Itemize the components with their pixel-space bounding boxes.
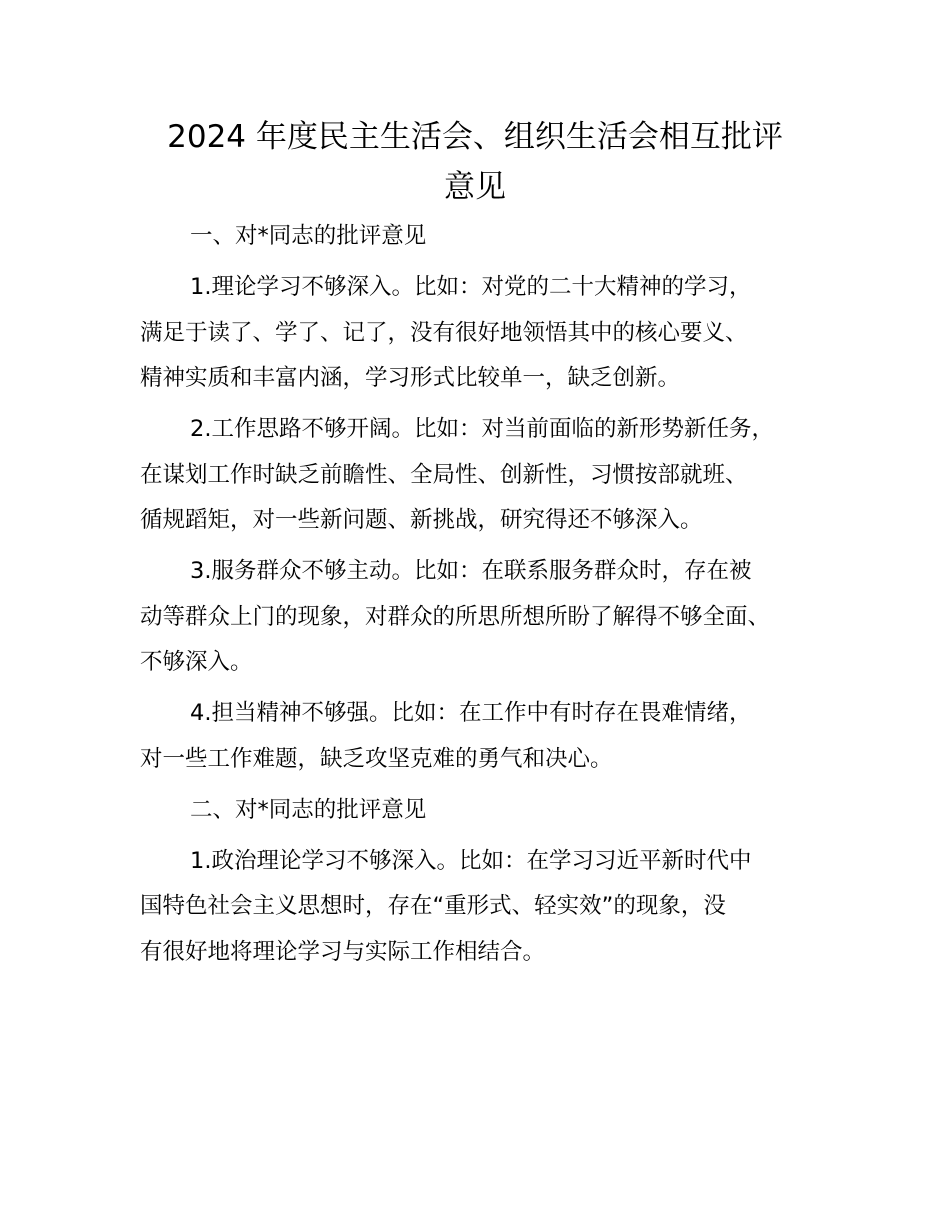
paragraph-line: 满足于读了、学了、记了，没有很好地领悟其中的核心要义、 <box>140 319 748 346</box>
paragraph-line: 在谋划工作时缺乏前瞻性、全局性、创新性，习惯按部就班、 <box>140 461 748 488</box>
title-line-2: 意见 <box>444 169 506 205</box>
paragraph-line: 1.理论学习不够深入。比如：对党的二十大精神的学习， <box>190 274 752 300</box>
paragraph-line: 1.政治理论学习不够深入。比如：在学习习近平新时代中 <box>190 847 752 874</box>
title-line-1: 2024 年度民主生活会、组织生活会相互批评 <box>167 119 783 155</box>
section-heading-text: 二、对*同志的批评意见 <box>190 796 427 823</box>
paragraph <box>140 691 835 782</box>
paragraph <box>140 265 835 402</box>
paragraph-line: 2.工作思路不够开阔。比如：对当前面临的新形势新任务， <box>190 416 774 442</box>
paragraph-line: 国特色社会主义思想时，存在“重形式、轻实效”的现象，没 <box>140 893 726 919</box>
paragraph-line: 不够深入。 <box>140 649 253 675</box>
paragraph-line: 3.服务群众不够主动。比如：在联系服务群众时，存在被 <box>190 558 752 584</box>
paragraph-line: 精神实质和丰富内涵，学习形式比较单一，缺乏创新。 <box>140 365 681 391</box>
paragraph-line: 4.担当精神不够强。比如：在工作中有时存在畏难情绪， <box>190 700 752 726</box>
paragraph-line: 对一些工作难题，缺乏攻坚克难的勇气和决心。 <box>140 745 613 772</box>
paragraph-line: 动等群众上门的现象，对群众的所思所想所盼了解得不够全面、 <box>140 603 771 630</box>
paragraph-line: 有很好地将理论学习与实际工作相结合。 <box>140 938 546 965</box>
document-body <box>140 214 835 981</box>
paragraph-line: 循规蹈矩，对一些新问题、新挑战，研究得还不够深入。 <box>140 507 703 533</box>
section-heading-text: 一、对*同志的批评意见 <box>190 223 427 249</box>
section-heading <box>140 788 835 834</box>
paragraph <box>140 549 835 686</box>
paragraph <box>140 839 835 976</box>
paragraph <box>140 407 835 544</box>
document-title <box>120 112 830 212</box>
section-heading <box>140 214 835 260</box>
